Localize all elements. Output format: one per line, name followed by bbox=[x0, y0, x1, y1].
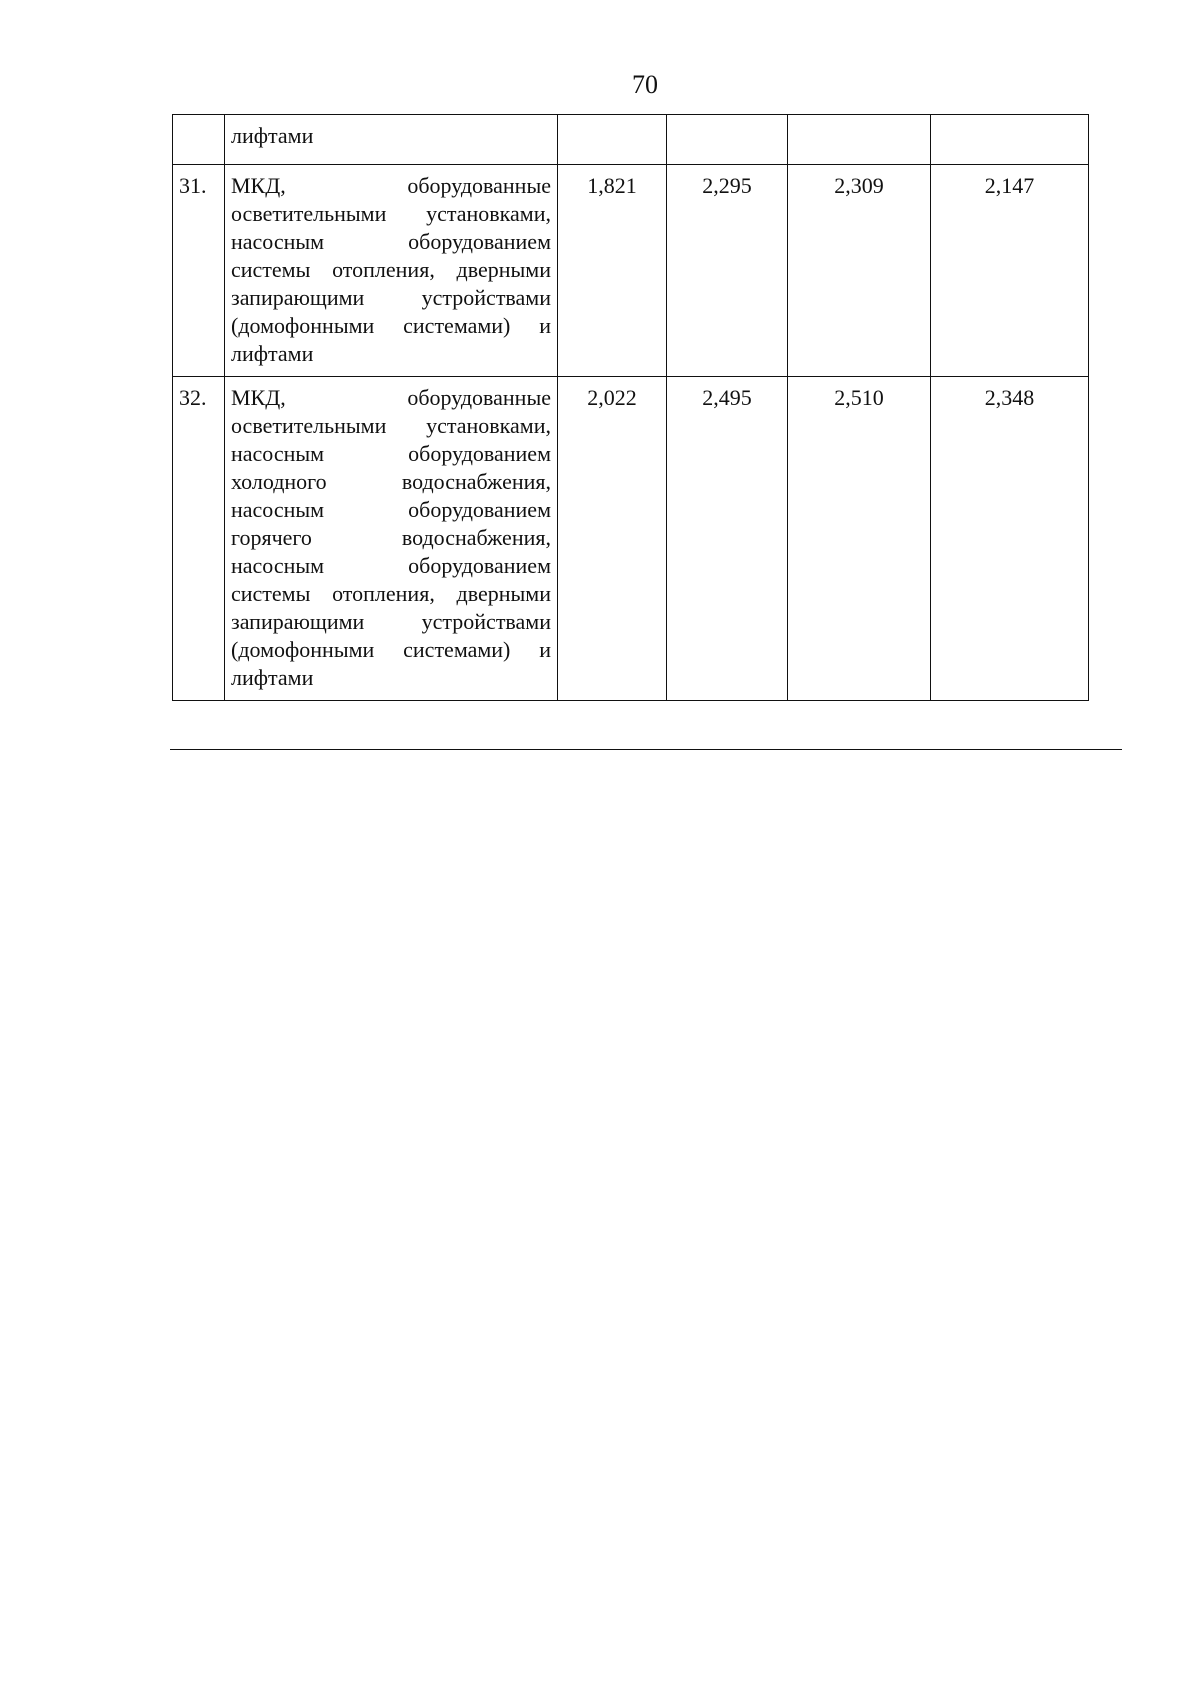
value-cell-1: 2,022 bbox=[558, 377, 667, 701]
value-cell-4 bbox=[931, 115, 1089, 165]
row-number-cell bbox=[173, 115, 225, 165]
table-row bbox=[173, 377, 1089, 701]
value-cell-4: 2,348 bbox=[931, 377, 1089, 701]
row-description-cell: МКД, оборудованные осветительными установками, насосным оборудованием системы отопления, дверными запирающими устройствами (домофонными системами) и лифтами bbox=[225, 165, 558, 377]
value-cell-3: 2,309 bbox=[788, 165, 931, 377]
page-number: 70 bbox=[632, 70, 658, 99]
table-row bbox=[173, 165, 1089, 377]
value-cell-4: 2,147 bbox=[931, 165, 1089, 377]
value-cell-3 bbox=[788, 115, 931, 165]
value-cell-1: 1,821 bbox=[558, 165, 667, 377]
value-cell-2: 2,495 bbox=[667, 377, 788, 701]
value-cell-1 bbox=[558, 115, 667, 165]
row-number-cell: 32. bbox=[173, 377, 225, 701]
footer-divider-line bbox=[170, 749, 1122, 750]
table-row-continuation bbox=[173, 115, 1089, 165]
data-table bbox=[172, 114, 1089, 701]
value-cell-2 bbox=[667, 115, 788, 165]
row-description-cell: лифтами bbox=[225, 115, 558, 165]
row-number-cell: 31. bbox=[173, 165, 225, 377]
row-description-cell: МКД, оборудованные осветительными установками, насосным оборудованием холодного водоснабжения, насосным оборудованием горячего водоснабжения, насосным оборудованием системы отопления, дверными запирающими устройствами (домофонными системами) и лифтами bbox=[225, 377, 558, 701]
value-cell-2: 2,295 bbox=[667, 165, 788, 377]
value-cell-3: 2,510 bbox=[788, 377, 931, 701]
